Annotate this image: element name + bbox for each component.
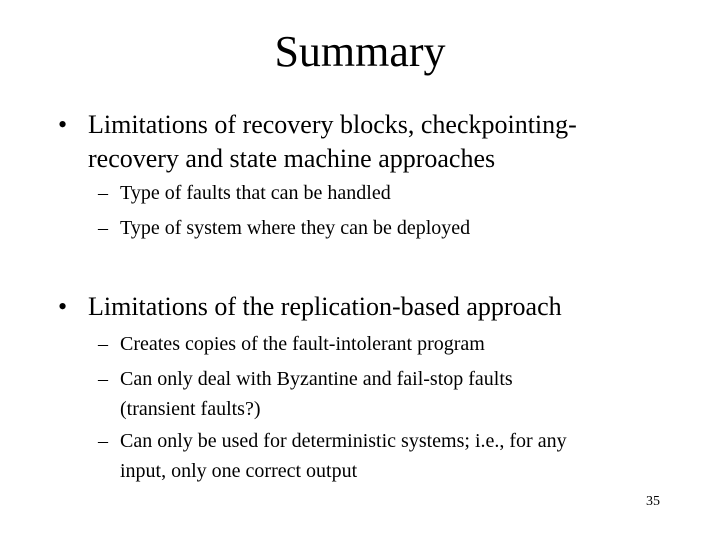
sub-bullet-line: Creates copies of the fault-intolerant program	[120, 333, 485, 355]
sub-bullet-text	[120, 213, 680, 243]
sub-bullet-byzantine-failstop	[98, 364, 698, 424]
bullet-recovery-limitations	[58, 108, 698, 176]
bullet-line: Limitations of recovery blocks, checkpointing-	[88, 110, 577, 139]
sub-bullet-deterministic	[98, 426, 698, 486]
sub-bullet-line: input, only one correct output	[120, 460, 358, 482]
bullet-replication-limitations	[58, 290, 698, 324]
slide-title: Summary	[274, 27, 446, 76]
bullet-text	[88, 108, 688, 176]
sub-bullet-line: Type of faults that can be handled	[120, 182, 391, 204]
sub-bullet-text	[120, 329, 680, 359]
sub-bullet-fault-types	[98, 178, 698, 208]
sub-bullet-text	[120, 426, 680, 486]
sub-bullet-line: Type of system where they can be deployed	[120, 217, 471, 239]
sub-bullet-system-types	[98, 213, 698, 243]
page-number: 35	[646, 494, 660, 509]
bullet-marker: •	[58, 292, 68, 321]
sub-bullet-line: Can only be used for deterministic systems; i.e., for any	[120, 430, 567, 452]
sub-bullet-marker: –	[98, 182, 108, 204]
bullet-line: Limitations of the replication-based approach	[88, 292, 562, 321]
sub-bullet-text	[120, 178, 680, 208]
sub-bullet-marker: –	[98, 430, 108, 452]
sub-bullet-line: Can only deal with Byzantine and fail-stop faults	[120, 368, 513, 390]
sub-bullet-marker: –	[98, 368, 108, 390]
bullet-line: recovery and state machine approaches	[88, 144, 496, 173]
sub-bullet-marker: –	[98, 333, 108, 355]
sub-bullet-line: (transient faults?)	[120, 398, 261, 420]
bullet-text	[88, 290, 688, 324]
sub-bullet-text	[120, 364, 680, 424]
bullet-marker: •	[58, 110, 68, 139]
sub-bullet-creates-copies	[98, 329, 698, 359]
sub-bullet-marker: –	[98, 217, 108, 239]
